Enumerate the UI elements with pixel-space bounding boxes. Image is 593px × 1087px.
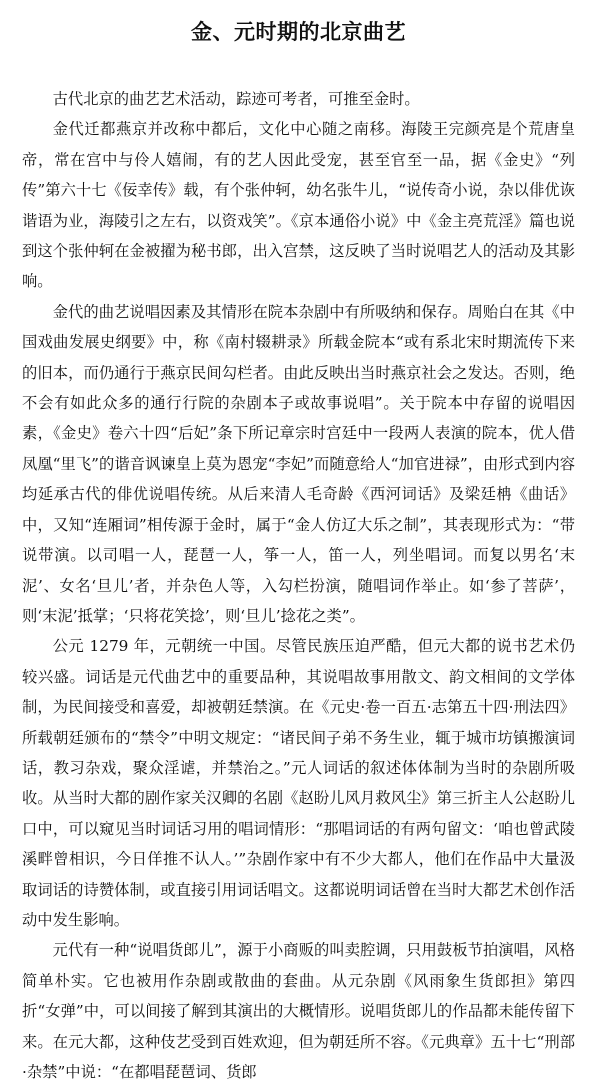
paragraph-4: 公元 1279 年，元朝统一中国。尽管民族压迫严酷，但元大都的说书艺术仍较兴盛。词话是元代曲艺中的重要品种，其说唱故事用散文、韵文相间的文学体制，为民间接受和喜爱，却被朝廷禁演。在《元史·卷一百五·志第五十四·刑法四》所载朝廷颁布的“禁令”中明文规定：“诸民间子弟不务生业，辄于城市坊镇搬演词话，教习杂戏，聚众淫谑，并禁治之。”元人词话的叙述体体制为当时的杂剧所吸收。从当时大都的剧作家关汉卿的名剧《赵盼儿风月救风尘》第三折主人公赵盼儿口中，可以窥见当时词话习用的唱词情形：“那唱词话的有两句留文：‘咱也曾武陵溪畔曾相识，今日佯推不认人。’”杂剧作家中有不少大都人，他们在作品中大量汲取词话的诗赞体制，或直接引用词话唱文。这都说明词话曾在当时大都艺术创作活动中发生影响。 — [22, 637, 575, 929]
paragraph-5: 元代有一种“说唱货郎儿”，源于小商贩的叫卖腔调，只用鼓板节拍演唱，风格简单朴实。它也被用作杂剧或散曲的套曲。从元杂剧《风雨象生货郎担》第四折“女弹”中，可以间接了解到其演出的大概情形。说唱货郎儿的作品都未能传留下来。在元大都，这种伎艺受到百姓欢迎，但为朝廷所不容。《元典章》五十七“刑部·杂禁”中说：“在都唱琵琶词、货郎 — [22, 941, 575, 1081]
paragraph-3: 金代的曲艺说唱因素及其情形在院本杂剧中有所吸纳和保存。周贻白在其《中国戏曲发展史纲要》中，称《南村辍耕录》所载金院本“或有系北宋时期流传下来的旧本，而仍通行于燕京民间勾栏者。由此反映出当时燕京社会之发达。否则，绝不会有如此众多的通行行院的杂剧本子或故事说唱”。关于院本中存留的说唱因素，《金史》卷六十四“后妃”条下所记章宗时宫廷中一段两人表演的院本，优人借凤凰“里飞”的谐音讽谏皇上莫为恩宠“李妃”而随意给人“加官进禄”，由形式到内容均延承古代的俳优说唱传统。从后来清人毛奇龄《西河词话》及梁廷柟《曲话》中，又知“连厢词”相传源于金时，属于“金人仿辽大乐之制”，其表现形式为：“带说带演。以司唱一人，琵琶一人，筝一人，笛一人，列坐唱词。而复以男名‘末泥’、女名‘旦儿’者，并杂色人等，入勾栏扮演，随唱词作举止。如‘参了菩萨’，则‘末泥’抵掌；‘只将花笑捻’，则‘旦儿’捻花之类”。 — [22, 302, 575, 625]
paragraph-2: 金代迁都燕京并改称中都后，文化中心随之南移。海陵王完颜亮是个荒唐皇帝，常在宫中与伶人嬉闹，有的艺人因此受宠，甚至官至一品，据《金史》“列传”第六十七《佞幸传》载，有个张仲轲，幼名张牛儿，“说传奇小说，杂以俳优诙谐语为业，海陵引之左右，以资戏笑”。《京本通俗小说》中《金主亮荒淫》篇也说到这个张仲轲在金被擢为秘书郎，出入宫禁，这反映了当时说唱艺人的活动及其影响。 — [22, 120, 575, 291]
page-title: 金、元时期的北京曲艺 — [191, 20, 406, 44]
paragraph-1: 古代北京的曲艺艺术活动，踪迹可考者，可推至金时。 — [52, 90, 420, 108]
